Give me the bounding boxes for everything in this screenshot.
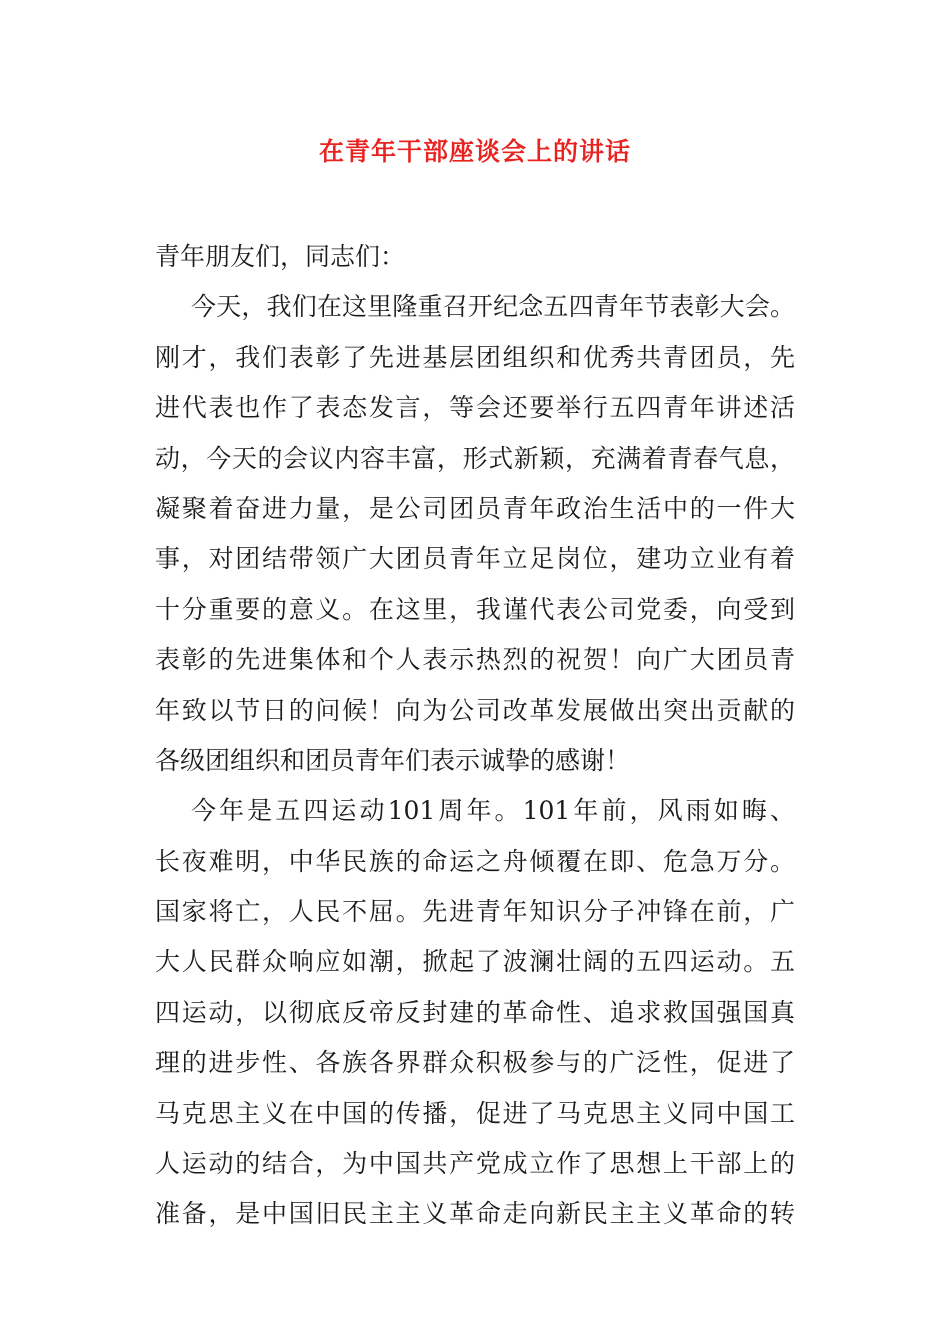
paragraph-line: 年致以节日的问候！向为公司改革发展做出突出贡献的 bbox=[155, 695, 795, 725]
paragraph-line: 表彰的先进集体和个人表示热烈的祝贺！向广大团员青 bbox=[155, 645, 795, 675]
salutation-line: 青年朋友们，同志们： bbox=[155, 242, 406, 271]
paragraph-line: 凝聚着奋进力量，是公司团员青年政治生活中的一件大 bbox=[155, 493, 795, 523]
paragraph-line: 各级团组织和团员青年们表示诚挚的感谢！ bbox=[155, 745, 631, 775]
document-body bbox=[155, 232, 795, 1240]
paragraph-line: 十分重要的意义。在这里，我谨代表公司党委，向受到 bbox=[155, 594, 795, 624]
paragraph-line: 进代表也作了表态发言，等会还要举行五四青年讲述活 bbox=[155, 393, 795, 423]
paragraph-line: 今年是五四运动101周年。101年前，风雨如晦、 bbox=[191, 796, 795, 826]
paragraph-line: 今天，我们在这里隆重召开纪念五四青年节表彰大会。 bbox=[191, 292, 795, 322]
paragraph-line: 国家将亡，人民不屈。先进青年知识分子冲锋在前，广 bbox=[155, 897, 795, 927]
paragraph-line: 四运动，以彻底反帝反封建的革命性、追求救国强国真 bbox=[155, 997, 795, 1027]
paragraph-line: 理的进步性、各族各界群众积极参与的广泛性，促进了 bbox=[155, 1048, 795, 1078]
paragraph-line: 事，对团结带领广大团员青年立足岗位，建功立业有着 bbox=[155, 544, 795, 574]
paragraph-line: 准备，是中国旧民主主义革命走向新民主主义革命的转 bbox=[155, 1199, 795, 1229]
paragraph-line: 人运动的结合，为中国共产党成立作了思想上干部上的 bbox=[155, 1149, 795, 1179]
document-title: 在青年干部座谈会上的讲话 bbox=[318, 137, 631, 166]
paragraph-line: 马克思主义在中国的传播，促进了马克思主义同中国工 bbox=[155, 1098, 795, 1128]
paragraph-line: 刚才，我们表彰了先进基层团组织和优秀共青团员，先 bbox=[155, 342, 795, 372]
paragraph-line: 长夜难明，中华民族的命运之舟倾覆在即、危急万分。 bbox=[155, 846, 795, 876]
paragraph-line: 动，今天的会议内容丰富，形式新颖，充满着青春气息， bbox=[155, 443, 795, 473]
paragraph-line: 大人民群众响应如潮，掀起了波澜壮阔的五四运动。五 bbox=[155, 947, 795, 977]
